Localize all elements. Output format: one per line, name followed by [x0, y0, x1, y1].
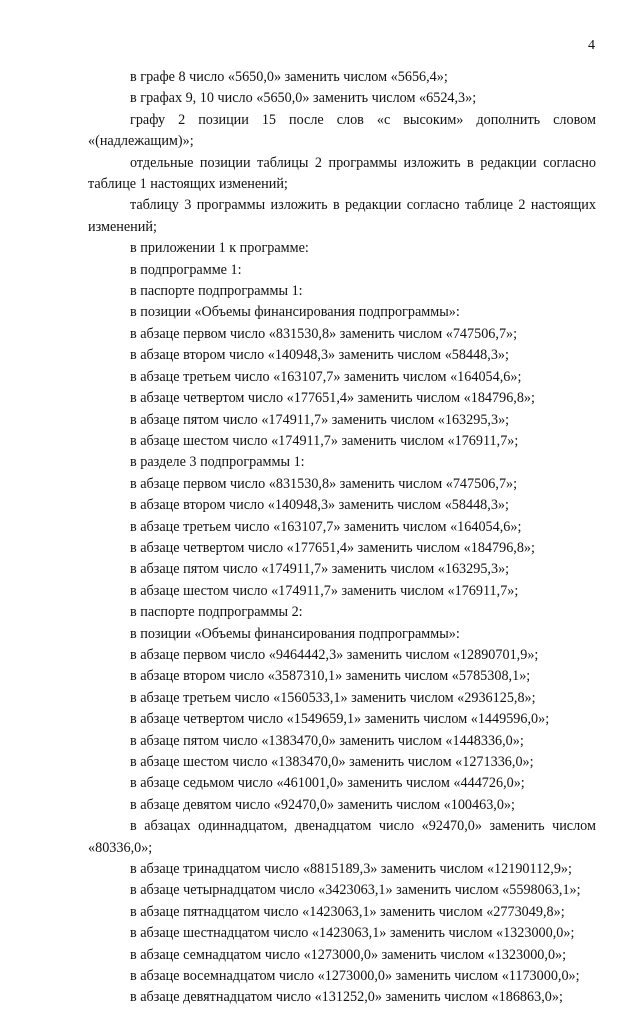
paragraph: в абзаце четвертом число «1549659,1» заменить числом «1449596,0»; [130, 711, 550, 728]
paragraph: в подпрограмме 1: [130, 261, 242, 278]
paragraph: в абзаце первом число «9464442,3» заменить числом «12890701,9»; [130, 646, 539, 663]
paragraph: в абзаце втором число «3587310,1» заменить числом «5785308,1»; [130, 668, 531, 685]
paragraph: в абзаце девятом число «92470,0» заменить числом «100463,0»; [130, 796, 515, 813]
paragraph: в абзаце восемнадцатом число «1273000,0» заменить числом «1173000,0»; [130, 968, 580, 985]
paragraph: в абзаце четвертом число «177651,4» заменить числом «184796,8»; [130, 390, 535, 407]
page-number: 4 [588, 38, 595, 53]
paragraph: в абзаце втором число «140948,3» заменить числом «58448,3»; [130, 497, 509, 514]
paragraph: в абзацах одиннадцатом, двенадцатом число «92470,0» заменить числом «80336,0»; [88, 818, 596, 856]
paragraph: графу 2 позиции 15 после слов «с высоким» дополнить словом «(надлежащим)»; [88, 111, 596, 150]
paragraph: в абзаце четвертом число «177651,4» заменить числом «184796,8»; [130, 539, 535, 556]
paragraph: в абзаце седьмом число «461001,0» заменить числом «444726,0»; [130, 775, 525, 792]
paragraph: в абзаце пятом число «1383470,0» заменить числом «1448336,0»; [130, 732, 524, 749]
paragraph: в абзаце пятнадцатом число «1423063,1» заменить числом «2773049,8»; [130, 903, 565, 920]
paragraph: в абзаце пятом число «174911,7» заменить числом «163295,3»; [130, 561, 510, 578]
paragraph: в абзаце шестнадцатом число «1423063,1» заменить числом «1323000,0»; [130, 925, 575, 942]
paragraph: в паспорте подпрограммы 1: [130, 283, 303, 300]
paragraph: в графе 8 число «5650,0» заменить числом «5656,4»; [130, 69, 448, 85]
document-body [88, 67, 596, 1009]
paragraph: в абзаце первом число «831530,8» заменить числом «747506,7»; [130, 475, 518, 492]
paragraph: в абзаце втором число «140948,3» заменить числом «58448,3»; [130, 347, 509, 364]
paragraph: в абзаце девятнадцатом число «131252,0» заменить числом «186863,0»; [130, 989, 563, 1006]
paragraph: в абзаце шестом число «174911,7» заменить числом «176911,7»; [130, 432, 519, 449]
paragraph: в абзаце третьем число «163107,7» заменить числом «164054,6»; [130, 518, 522, 535]
paragraph: в паспорте подпрограммы 2: [130, 604, 303, 621]
paragraph: в абзаце тринадцатом число «8815189,3» заменить числом «12190112,9»; [130, 861, 572, 878]
paragraph: в абзаце третьем число «163107,7» заменить числом «164054,6»; [130, 368, 522, 385]
paragraph: в позиции «Объемы финансирования подпрограммы»: [130, 304, 460, 321]
paragraph: в абзаце первом число «831530,8» заменить числом «747506,7»; [130, 325, 518, 342]
paragraph: в абзаце шестом число «174911,7» заменить числом «176911,7»; [130, 582, 519, 599]
paragraph: в абзаце шестом число «1383470,0» заменить числом «1271336,0»; [130, 754, 534, 770]
paragraph: в абзаце пятом число «174911,7» заменить числом «163295,3»; [130, 411, 510, 428]
paragraph: в абзаце четырнадцатом число «3423063,1» заменить числом «5598063,1»; [130, 882, 581, 899]
paragraph: таблицу 3 программы изложить в редакции согласно таблице 2 настоящих изменений; [88, 197, 596, 235]
paragraph: в графах 9, 10 число «5650,0» заменить числом «6524,3»; [130, 90, 477, 107]
paragraph: в позиции «Объемы финансирования подпрограммы»: [130, 625, 460, 642]
paragraph: в приложении 1 к программе: [130, 240, 309, 257]
paragraph: в разделе 3 подпрограммы 1: [130, 454, 305, 471]
paragraph: в абзаце третьем число «1560533,1» заменить числом «2936125,8»; [130, 689, 536, 706]
paragraph: в абзаце семнадцатом число «1273000,0» заменить числом «1323000,0»; [130, 946, 567, 963]
paragraph: отдельные позиции таблицы 2 программы изложить в редакции согласно таблице 1 настоящих изменений; [88, 154, 596, 193]
